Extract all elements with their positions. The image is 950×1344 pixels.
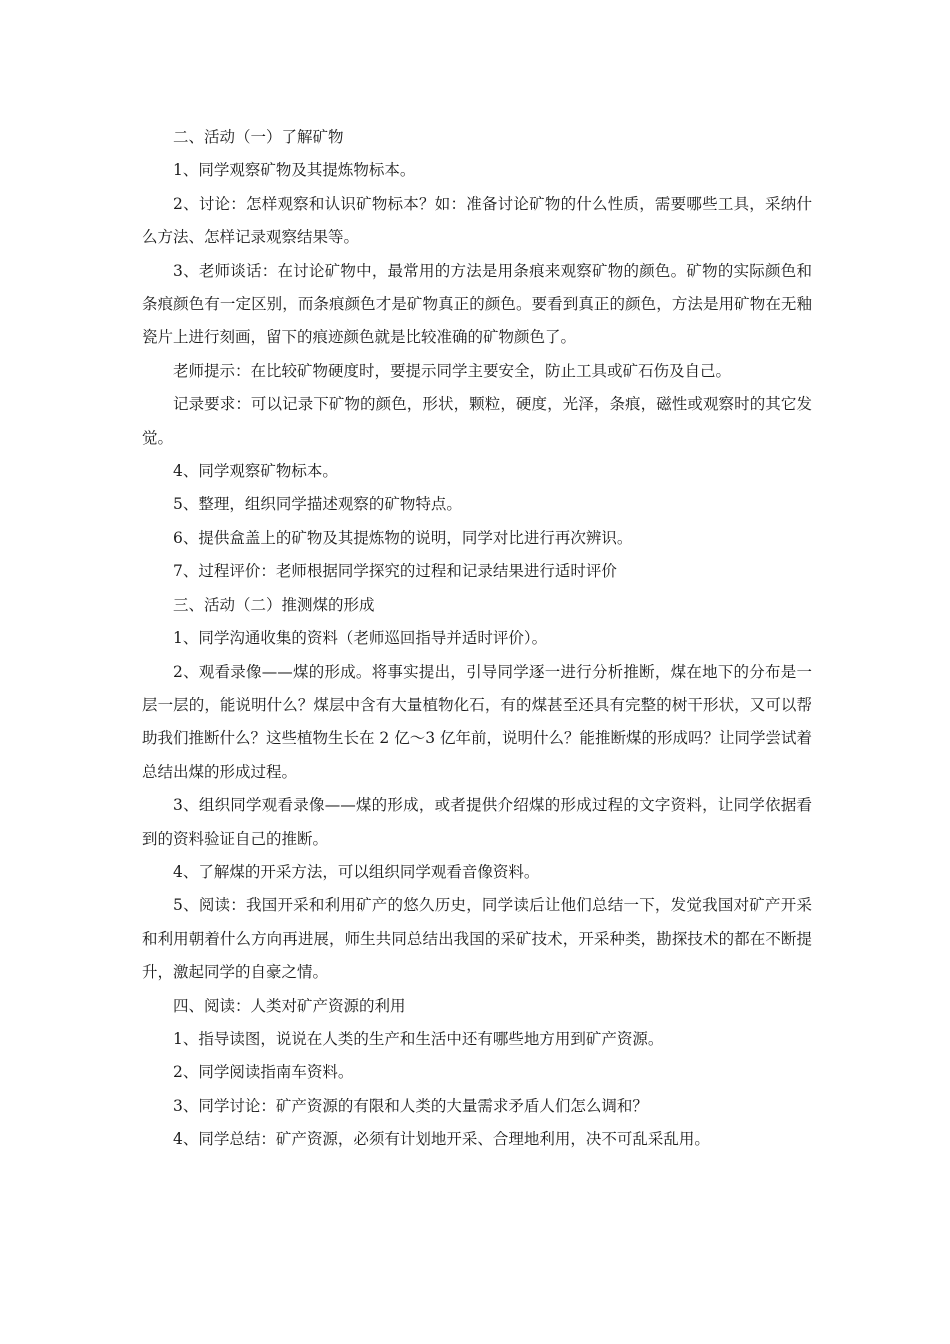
paragraph: 2、讨论：怎样观察和认识矿物标本？如：准备讨论矿物的什么性质，需要哪些工具，采纳什么方法、怎样记录观察结果等。 [142, 194, 812, 247]
paragraph: 3、老师谈话：在讨论矿物中，最常用的方法是用条痕来观察矿物的颜色。矿物的实际颜色和条痕颜色有一定区别，而条痕颜色才是矿物真正的颜色。要看到真正的颜色，方法是用矿物在无釉瓷片上进行刻画，留下的痕迹颜色就是比较准确的矿物颜色了。 [142, 261, 812, 347]
paragraph: 3、组织同学观看录像——煤的形成，或者提供介绍煤的形成过程的文字资料，让同学依据看到的资料验证自己的推断。 [142, 796, 812, 848]
section-heading: 二、活动（一）了解矿物 [173, 128, 344, 146]
paragraph: 3、同学讨论：矿产资源的有限和人类的大量需求矛盾人们怎么调和？ [173, 1096, 648, 1115]
paragraph: 5、阅读：我国开采和利用矿产的悠久历史，同学读后让他们总结一下，发觉我国对矿产开采和利用朝着什么方向再进展，师生共同总结出我国的采矿技术，开采种类，勘探技术的都在不断提升，激起同学的自豪之情。 [142, 896, 812, 982]
paragraph: 记录要求：可以记录下矿物的颜色，形状，颗粒，硬度，光泽，条痕，磁性或观察时的其它发觉。 [142, 395, 812, 447]
paragraph: 4、了解煤的开采方法，可以组织同学观看音像资料。 [173, 862, 540, 881]
paragraph: 5、整理，组织同学描述观察的矿物特点。 [173, 495, 462, 514]
paragraph: 1、指导读图，说说在人类的生产和生活中还有哪些地方用到矿产资源。 [173, 1029, 664, 1048]
paragraph: 6、提供盒盖上的矿物及其提炼物的说明，同学对比进行再次辨识。 [173, 528, 633, 547]
paragraph: 1、同学观察矿物及其提炼物标本。 [173, 161, 416, 180]
paragraph: 2、同学阅读指南车资料。 [173, 1063, 354, 1082]
section-heading: 四、阅读：人类对矿产资源的利用 [173, 996, 406, 1015]
paragraph: 7、过程评价：老师根据同学探究的过程和记录结果进行适时评价 [173, 562, 617, 581]
paragraph: 4、同学观察矿物标本。 [173, 462, 338, 481]
document-body [142, 121, 812, 1157]
paragraph: 2、观看录像——煤的形成。将事实提出，引导同学逐一进行分析推断，煤在地下的分布是一层一层的，能说明什么？煤层中含有大量植物化石，有的煤甚至还具有完整的树干形状，又可以帮助我们推断什么？这些植物生长在 2 亿～3 亿年前，说明什么？能推断煤的形成吗？让同学尝试着总结出煤的形成过程。 [142, 662, 813, 781]
paragraph: 1、同学沟通收集的资料（老师巡回指导并适时评价）。 [173, 629, 548, 648]
paragraph: 4、同学总结：矿产资源，必须有计划地开采、合理地利用，决不可乱采乱用。 [173, 1130, 710, 1149]
paragraph: 老师提示：在比较矿物硬度时，要提示同学主要安全，防止工具或矿石伤及自己。 [173, 361, 732, 380]
section-heading: 三、活动（二）推测煤的形成 [173, 595, 375, 614]
